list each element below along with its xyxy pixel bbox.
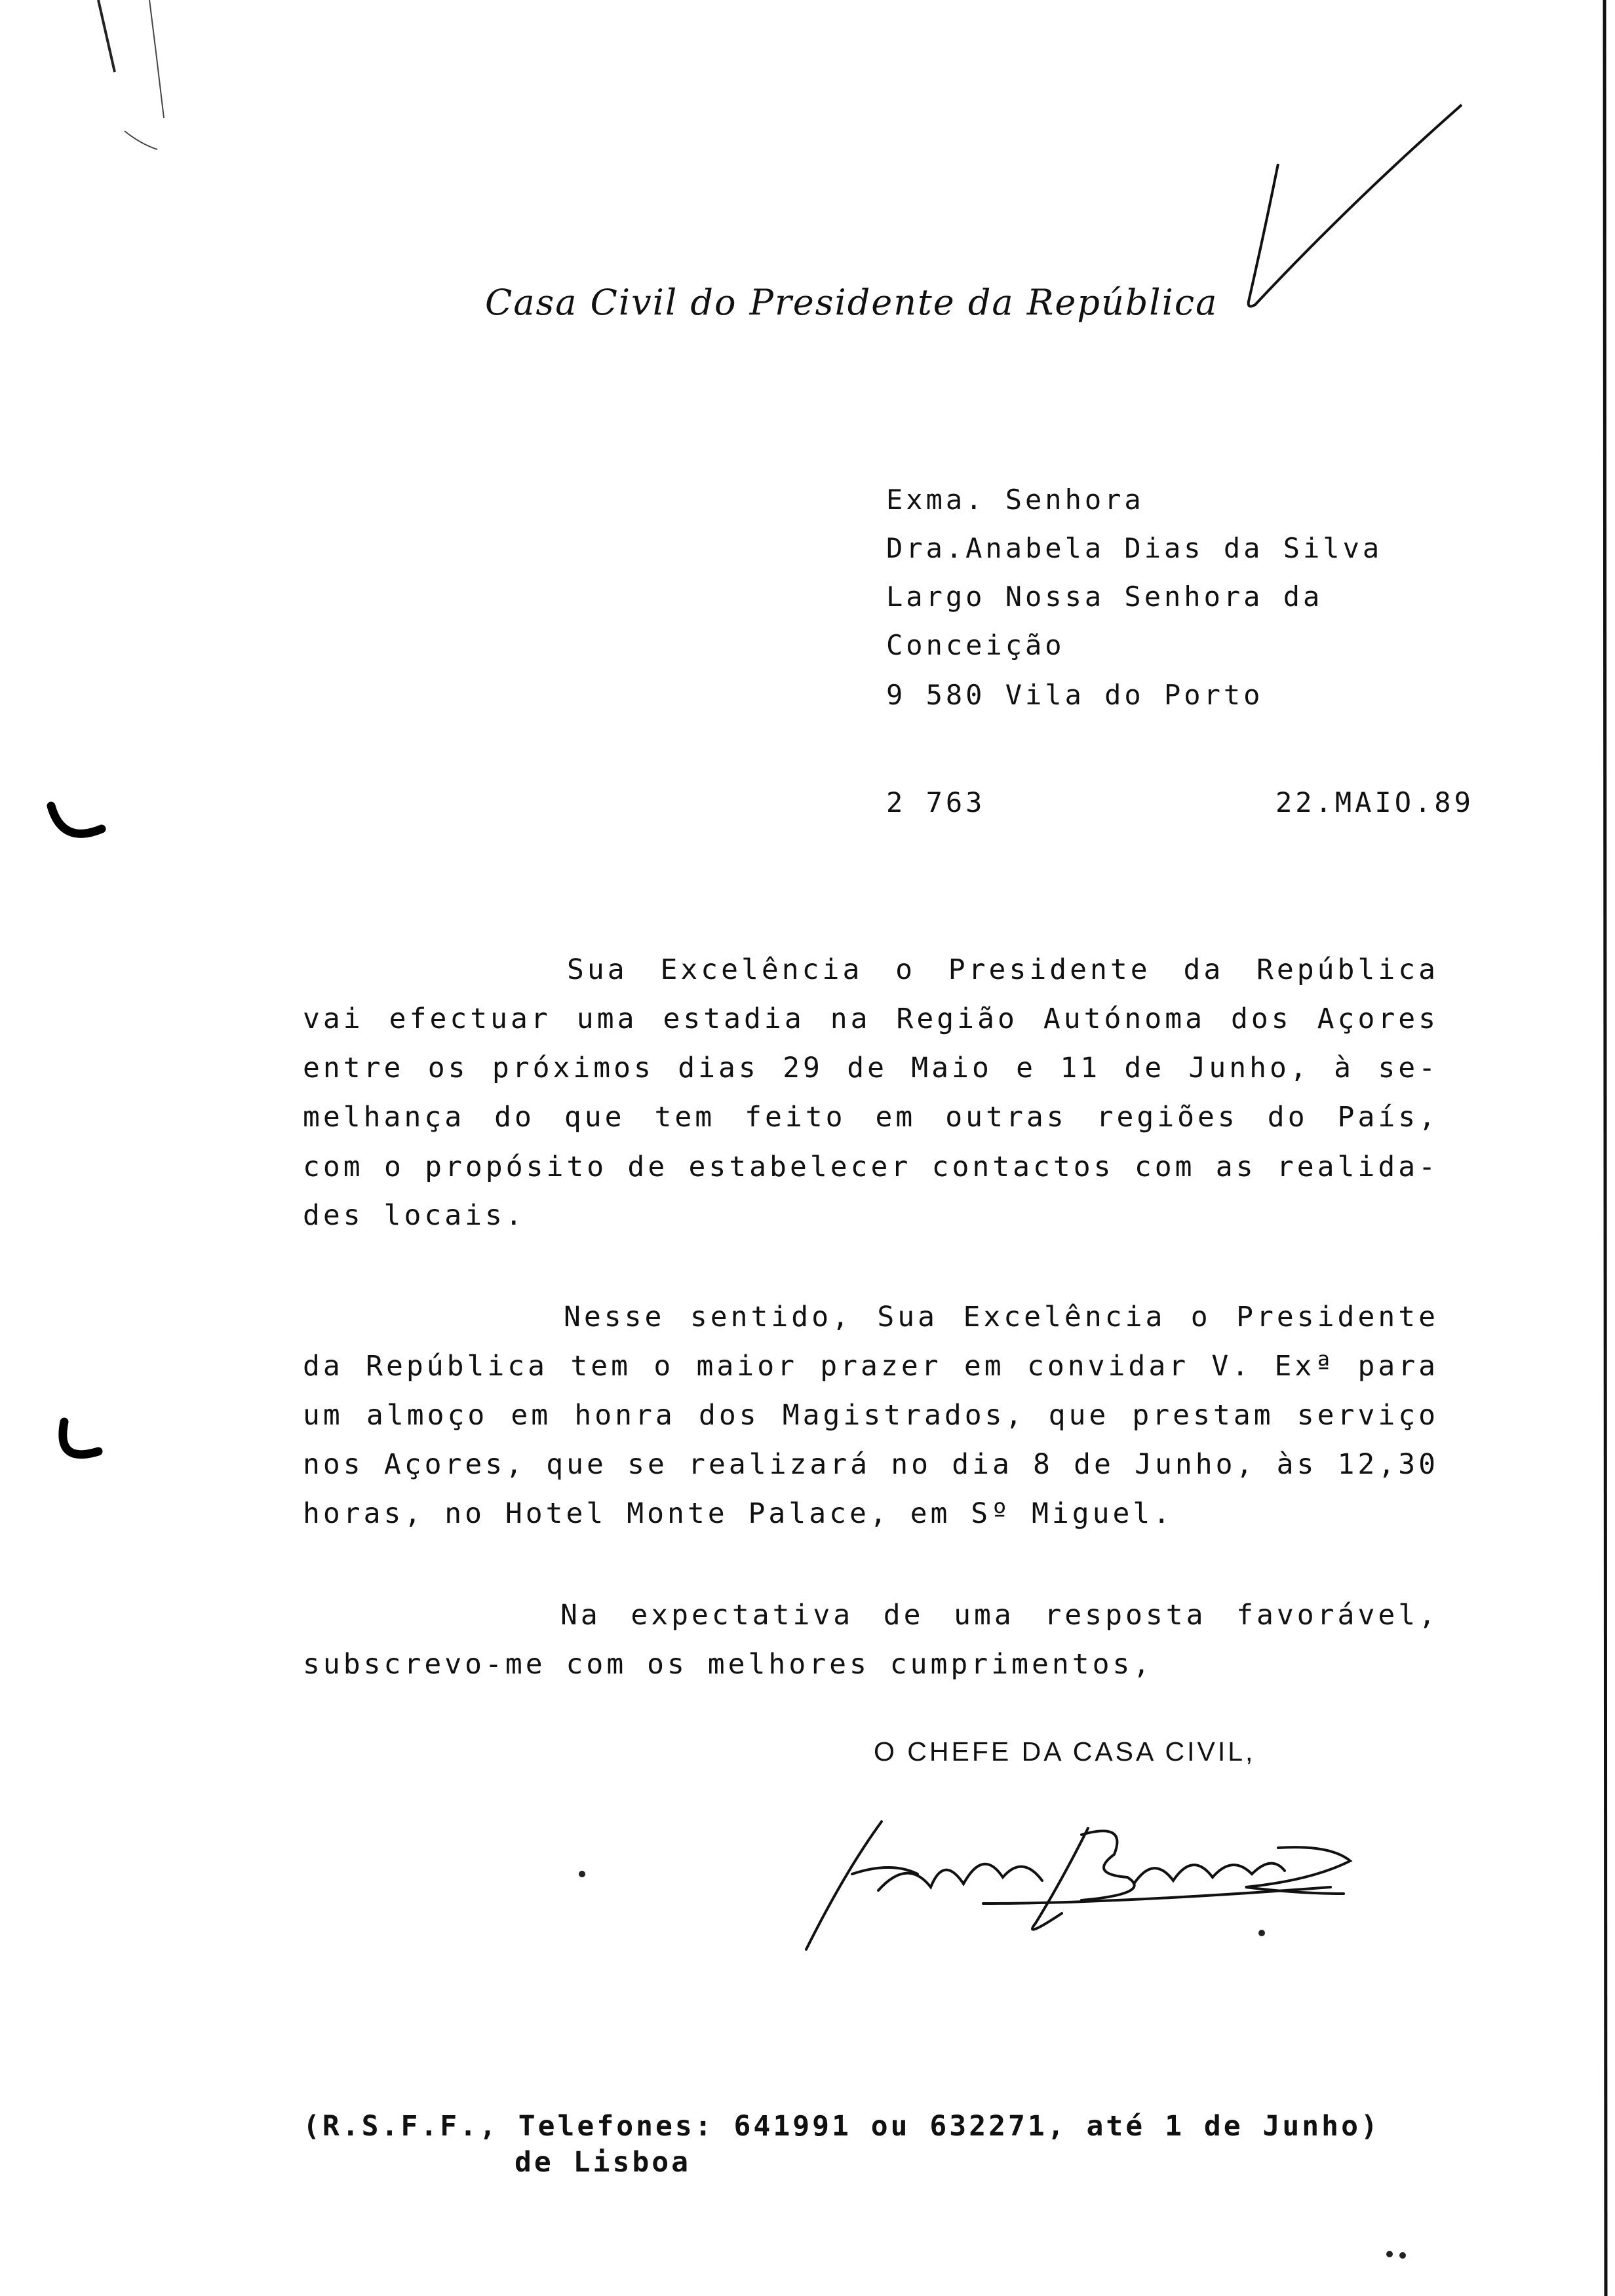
body-line: des locais. <box>303 1199 526 1232</box>
punch-hole-mark <box>51 806 102 833</box>
body-line: Sua Excelência o Presidente da República <box>567 953 1439 986</box>
body-line: com o propósito de estabelecer contactos com as realida- <box>303 1151 1439 1183</box>
body-line: nos Açores, que se realizará no dia 8 de Junho, às 12,30 <box>303 1448 1439 1481</box>
pen-stroke <box>149 0 164 118</box>
punch-hole-mark <box>63 1422 98 1455</box>
reference-number: 2 763 <box>886 786 986 818</box>
footer-line: de Lisboa <box>515 2146 691 2179</box>
closing-title: O CHEFE DA CASA CIVIL, <box>874 1736 1256 1767</box>
body-line: Nesse sentido, Sua Excelência o Presidente <box>564 1301 1439 1333</box>
body-line: horas, no Hotel Monte Palace, em Sº Miguel. <box>303 1497 1174 1530</box>
address-line: Exma. Senhora <box>886 484 1144 516</box>
body-line: um almoço em honra dos Magistrados, que prestam serviço <box>303 1399 1439 1432</box>
address-line: Largo Nossa Senhora da <box>886 581 1323 613</box>
body-line: melhança do que tem feito em outras regiões do País, <box>303 1101 1439 1134</box>
body-line: Na expectativa de uma resposta favorável, <box>560 1599 1439 1632</box>
check-mark-icon <box>1249 105 1462 307</box>
pen-stroke <box>125 131 157 149</box>
signature <box>806 1822 1350 1949</box>
address-line: 9 580 Vila do Porto <box>886 679 1264 711</box>
pen-stroke <box>98 0 115 72</box>
body-line: vai efectuar uma estadia na Região Autónoma dos Açores <box>303 1003 1439 1035</box>
address-line: Dra.Anabela Dias da Silva <box>886 532 1383 564</box>
body-line: entre os próximos dias 29 de Maio e 11 de Junho, à se- <box>303 1052 1439 1084</box>
body-line: subscrevo-me com os melhores cumprimentos, <box>303 1648 1154 1681</box>
letterhead: Casa Civil do Presidente da República <box>485 282 1218 323</box>
body-line: da República tem o maior prazer em convidar V. Exª para <box>303 1350 1439 1383</box>
footer-line: (R.S.F.F., Telefones: 641991 ou 632271, até 1 de Junho) <box>303 2110 1380 2143</box>
letter-date: 22.MAIO.89 <box>1275 786 1474 818</box>
page-edge <box>1605 0 1606 2296</box>
address-line: Conceição <box>886 629 1065 661</box>
